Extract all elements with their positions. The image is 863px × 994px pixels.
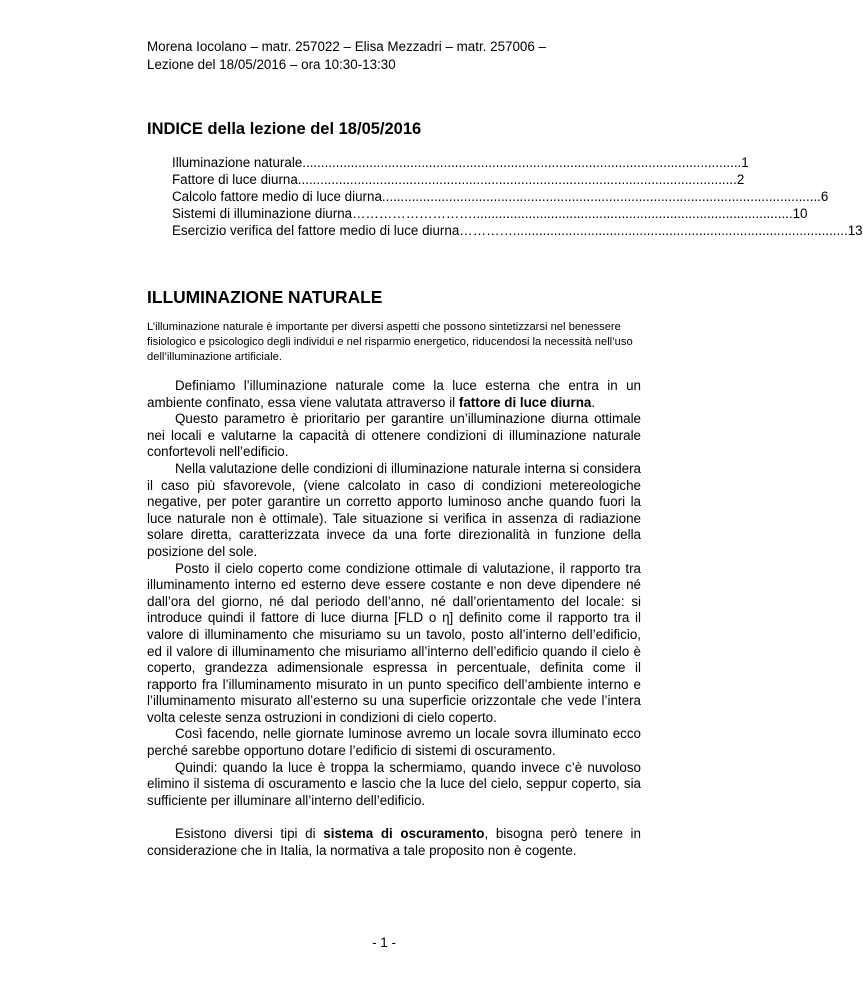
paragraph: Posto il cielo coperto come condizione ottimale di valutazione, il rapporto tra illuminamento interno ed esterno deve essere costante e non deve dipendere né dall’ora del giorno, né dal periodo dell’anno, né dall’orientamento del locale: si introduce quindi il fattore di luce diurna [FLD o η] definito come il rapporto tra il valore di illuminamento che misuriamo su un tavolo, posto all’interno dell’edificio, ed il valore di illuminamento che misuriamo all’interno dell’edificio quando il cielo è coperto, grandezza adimensionale espressa in percentuale, definita come il rapporto fra l’illuminamento misurato in un punto specifico dell’ambiente interno e l’illuminamento misurato all’esterno su una superficie orizzontale che vede l’intera volta celeste senza ostruzioni in condizioni di cielo coperto. bbox=[147, 560, 641, 725]
section-heading: ILLUMINAZIONE NATURALE bbox=[147, 287, 383, 307]
toc-entry[interactable] bbox=[172, 188, 829, 205]
toc-entry-label: Calcolo fattore medio di luce diurna bbox=[172, 189, 382, 204]
toc-entry-label: Fattore di luce diurna bbox=[172, 172, 298, 187]
toc-leader-dots: ………………………...................................................................................... bbox=[352, 206, 793, 221]
paragraph bbox=[147, 378, 641, 411]
paragraph-text: Esistono diversi tipi di bbox=[175, 826, 324, 842]
page-number: - 1 - bbox=[372, 935, 396, 950]
toc-entry[interactable] bbox=[172, 222, 863, 239]
paragraph bbox=[147, 826, 641, 859]
paragraph-text: , bisogna però tenere in considerazione che in Italia, la normativa a tale proposito non è cogente. bbox=[147, 826, 641, 859]
toc-entry-page: 13 bbox=[847, 223, 863, 238]
toc-entry-page: 10 bbox=[792, 206, 808, 221]
page-header bbox=[147, 38, 667, 74]
paragraph: Questo parametro è prioritario per garantire un’illuminazione diurna ottimale nei locali e valutarne la capacità di ottenere condizioni di illuminazione naturale confortevoli nell’edificio. bbox=[147, 411, 641, 460]
paragraph-text: . bbox=[591, 394, 596, 410]
toc-entry-label: Esercizio verifica del fattore medio di luce diurna bbox=[172, 223, 460, 238]
paragraph: Nella valutazione delle condizioni di illuminazione naturale interna si considera il caso più sfavorevole, (viene calcolato in caso di condizioni metereologiche negative, per poter garantire un corretto apporto luminoso anche quando fuori la luce naturale non è ottimale). Tale situazione si verifica in assenza di radiazione solare diretta, caratterizzata invece da una forte direzionalità in funzione della posizione del sole. bbox=[147, 460, 641, 559]
toc-entry-page: 2 bbox=[736, 172, 745, 187]
section-body bbox=[147, 378, 641, 860]
toc-title: INDICE della lezione del 18/05/2016 bbox=[147, 120, 422, 138]
toc-entry[interactable] bbox=[172, 171, 745, 188]
toc-leader-dots: ...................................................................................................................... bbox=[302, 155, 742, 170]
toc-leader-dots: ...................................................................................................................... bbox=[297, 172, 737, 187]
paragraph: Così facendo, nelle giornate luminose avremo un locale sovra illuminato ecco perché sarebbe opportuno dotare l’edificio di sistemi di oscuramento. bbox=[147, 726, 641, 759]
toc-entry-label: Illuminazione naturale bbox=[172, 155, 303, 170]
toc-entry-label: Sistemi di illuminazione diurna bbox=[172, 206, 353, 221]
bold-term: sistema di oscuramento bbox=[323, 826, 485, 842]
table-of-contents bbox=[172, 154, 863, 239]
header-authors: Morena Iocolano – matr. 257022 – Elisa Mezzadri – matr. 257006 – bbox=[147, 39, 546, 54]
toc-entry-page: 1 bbox=[741, 155, 749, 170]
paragraph-text: Definiamo l’illuminazione naturale come la luce esterna che entra in un ambiente confinato, essa viene valutata attraverso il bbox=[147, 378, 641, 410]
header-lesson-date: Lezione del 18/05/2016 – ora 10:30-13:30 bbox=[147, 57, 396, 72]
toc-leader-dots: ………….......................................................................................... bbox=[459, 223, 848, 238]
toc-entry[interactable] bbox=[172, 154, 749, 171]
bold-term: fattore di luce diurna bbox=[458, 394, 592, 410]
toc-entry-page: 6 bbox=[820, 189, 829, 204]
toc-leader-dots: ...................................................................................................................... bbox=[381, 189, 821, 204]
toc-entry[interactable] bbox=[172, 205, 808, 222]
section-intro: L’illuminazione naturale è importante per diversi aspetti che possono sintetizzarsi nel benessere fisiologico e psicologico degli individui e nel risparmio energetico, riducendosi la necessità nell’uso dell’illuminazione artificiale. bbox=[147, 321, 633, 363]
paragraph: Quindi: quando la luce è troppa la schermiamo, quando invece c’è nuvoloso elimino il sistema di oscuramento e lascio che la luce del cielo, seppur coperto, sia sufficiente per illuminare all’interno dell’edificio. bbox=[147, 759, 641, 808]
